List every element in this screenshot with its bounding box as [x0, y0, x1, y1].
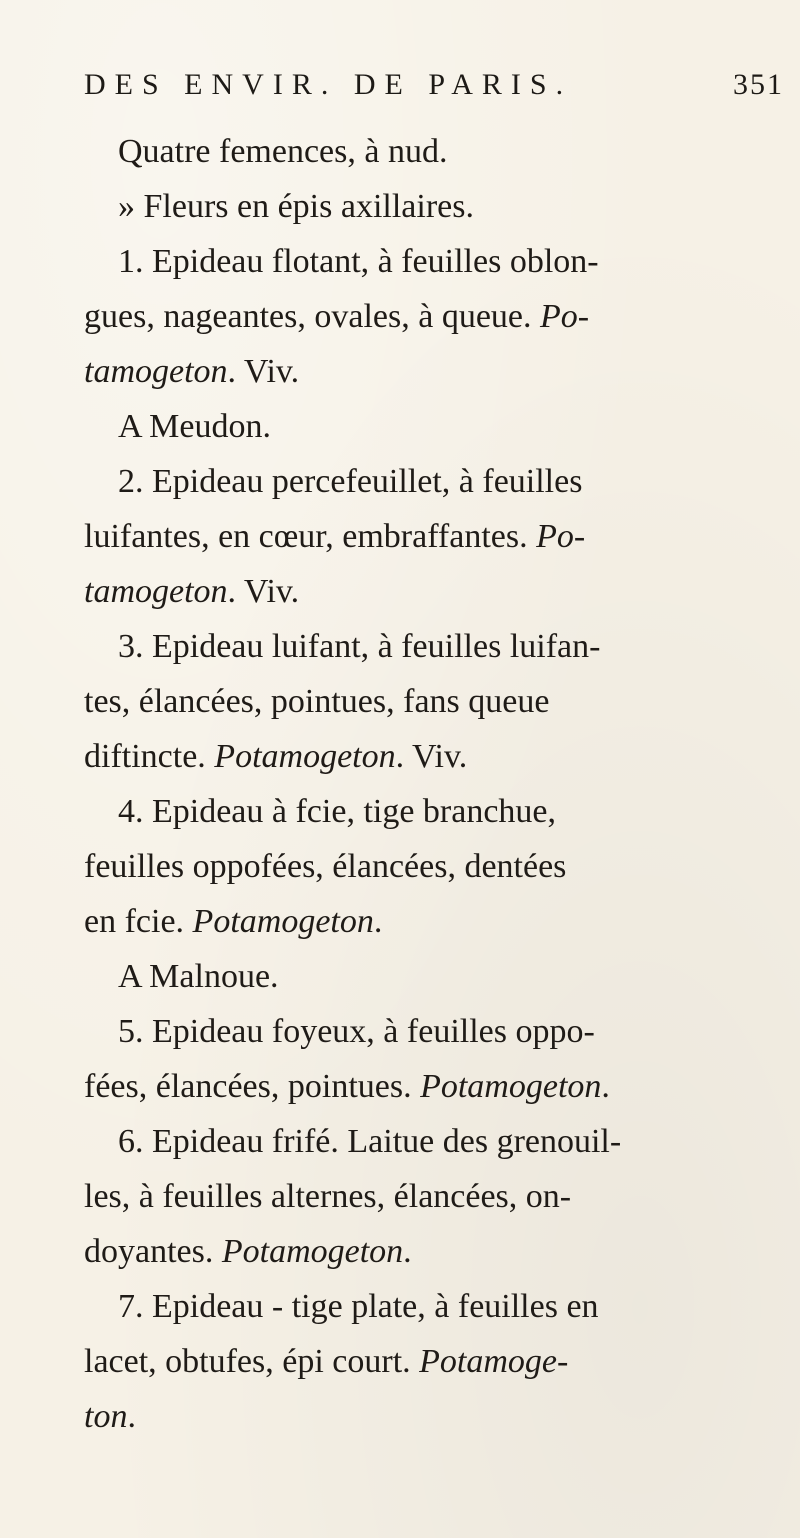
text-segment: . Viv. — [227, 353, 300, 390]
running-title: DES ENVIR. DE PARIS. — [84, 68, 573, 101]
text-segment: les, à feuilles alternes, élancées, on- — [84, 1178, 572, 1215]
text-line — [0, 234, 800, 289]
text-segment: 2. Epideau percefeuillet, à feuilles — [118, 463, 583, 500]
text-segment: Quatre femences, à nud. — [118, 133, 448, 170]
text-line — [0, 289, 800, 344]
text-line — [0, 894, 800, 949]
text-segment: . Viv. — [395, 738, 468, 775]
text-line — [0, 619, 800, 674]
latin-name: Potamogeton — [420, 1068, 602, 1105]
text-line — [0, 564, 800, 619]
latin-name: Potamoge- — [419, 1343, 569, 1380]
latin-name: Potamogeton — [214, 738, 396, 775]
text-line — [0, 1059, 800, 1114]
latin-name: tamogeton — [84, 353, 228, 390]
text-segment: . Viv. — [227, 573, 300, 610]
text-line — [0, 729, 800, 784]
text-segment: A Malnoue. — [118, 958, 279, 995]
text-line — [0, 344, 800, 399]
page-number: 351 — [733, 68, 784, 101]
text-segment: 1. Epideau flotant, à feuilles oblon- — [118, 243, 599, 280]
running-head — [84, 68, 784, 118]
text-segment: fées, élancées, pointues. — [84, 1068, 421, 1105]
text-segment: en fcie. — [84, 903, 193, 940]
text-segment: . — [373, 903, 383, 940]
text-segment: 7. Epideau - tige plate, à feuilles en — [118, 1288, 599, 1325]
text-segment: doyantes. — [84, 1233, 222, 1270]
text-segment: luifantes, en cœur, embraffantes. — [84, 518, 537, 555]
text-line — [0, 1389, 800, 1444]
latin-name: Potamogeton — [192, 903, 374, 940]
latin-name: ton — [84, 1398, 128, 1435]
text-segment: A Meudon. — [118, 408, 271, 445]
text-line — [0, 1004, 800, 1059]
text-segment: 3. Epideau luifant, à feuilles luifan- — [118, 628, 601, 665]
text-segment: . — [601, 1068, 610, 1105]
text-line — [0, 1334, 800, 1389]
text-line — [0, 1279, 800, 1334]
text-line — [0, 399, 800, 454]
text-segment: 5. Epideau foyeux, à feuilles oppo- — [118, 1013, 595, 1050]
text-line — [0, 124, 800, 179]
text-line — [0, 454, 800, 509]
text-line — [0, 674, 800, 729]
text-segment: tes, élancées, pointues, fans queue — [84, 683, 550, 720]
text-segment: » Fleurs en épis axillaires. — [118, 188, 474, 225]
latin-name: Po- — [540, 298, 590, 335]
text-segment: . — [403, 1233, 412, 1270]
text-line — [0, 784, 800, 839]
text-line — [0, 839, 800, 894]
text-line — [0, 1224, 800, 1279]
text-line — [0, 1114, 800, 1169]
latin-name: Po- — [536, 518, 586, 555]
body-text — [0, 124, 800, 1444]
text-segment: 6. Epideau frifé. Laitue des grenouil- — [118, 1123, 622, 1160]
latin-name: Potamogeton — [221, 1233, 404, 1270]
text-line — [0, 509, 800, 564]
text-segment: lacet, obtufes, épi court. — [84, 1343, 420, 1380]
text-segment: feuilles oppofées, élancées, dentées — [84, 848, 567, 885]
text-segment: diftincte. — [84, 738, 215, 775]
text-line — [0, 179, 800, 234]
text-line — [0, 949, 800, 1004]
text-line — [0, 1169, 800, 1224]
latin-name: tamogeton — [84, 573, 228, 610]
text-segment: 4. Epideau à fcie, tige branchue, — [118, 793, 557, 830]
text-segment: . — [127, 1398, 136, 1435]
text-segment: gues, nageantes, ovales, à queue. — [84, 298, 540, 335]
